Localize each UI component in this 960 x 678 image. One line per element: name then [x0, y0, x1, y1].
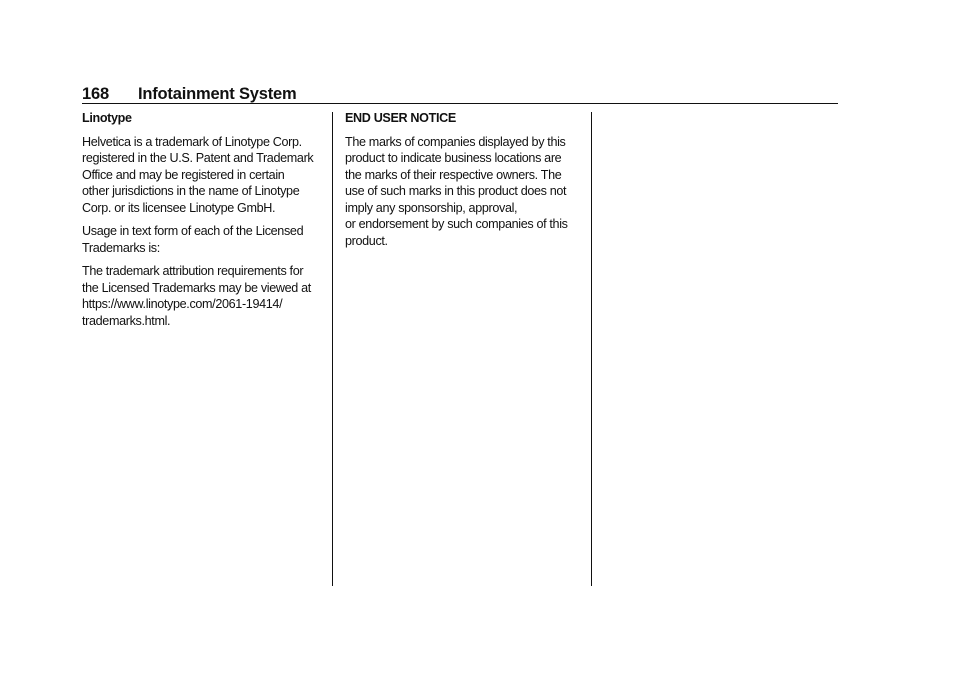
- linotype-paragraph-1: [82, 134, 324, 217]
- text-line: product.: [345, 233, 388, 248]
- column-divider-left: [332, 112, 333, 586]
- trademark-url-line: trademarks.html.: [82, 313, 171, 328]
- linotype-heading: Linotype: [82, 111, 132, 125]
- trademark-url-line: https://www.linotype.com/2061-19414/: [82, 297, 283, 311]
- text-line: the marks of their respective owners. The: [345, 167, 562, 182]
- end-user-notice-paragraph: [345, 134, 580, 250]
- text-line: or endorsement by such companies of this: [345, 217, 568, 231]
- text-line: the Licensed Trademarks may be viewed at: [82, 280, 311, 295]
- text-line: Trademarks is:: [82, 240, 160, 255]
- text-line: The marks of companies displayed by this: [345, 134, 566, 149]
- text-line: The trademark attribution requirements for: [82, 264, 304, 278]
- column-divider-right: [591, 112, 592, 586]
- text-line: Office and may be registered in certain: [82, 167, 285, 182]
- header-rule: [82, 103, 838, 104]
- text-line: other jurisdictions in the name of Linotype: [82, 184, 300, 198]
- middle-column: [345, 110, 580, 256]
- text-line: Usage in text form of each of the Licensed: [82, 224, 304, 238]
- section-title: Infotainment System: [138, 85, 297, 103]
- end-user-notice-heading: END USER NOTICE: [345, 111, 456, 125]
- text-line: registered in the U.S. Patent and Trademark: [82, 151, 314, 165]
- page-header: [82, 84, 838, 104]
- text-line: use of such marks in this product does not: [345, 184, 567, 198]
- text-line: product to indicate business locations are: [345, 151, 562, 165]
- linotype-paragraph-3: [82, 263, 324, 329]
- text-line: imply any sponsorship, approval,: [345, 200, 518, 215]
- left-column: [82, 110, 324, 336]
- linotype-paragraph-2: [82, 223, 324, 256]
- page-number: 168: [82, 85, 109, 103]
- text-line: Corp. or its licensee Linotype GmbH.: [82, 200, 276, 215]
- text-line: Helvetica is a trademark of Linotype Corp.: [82, 134, 302, 149]
